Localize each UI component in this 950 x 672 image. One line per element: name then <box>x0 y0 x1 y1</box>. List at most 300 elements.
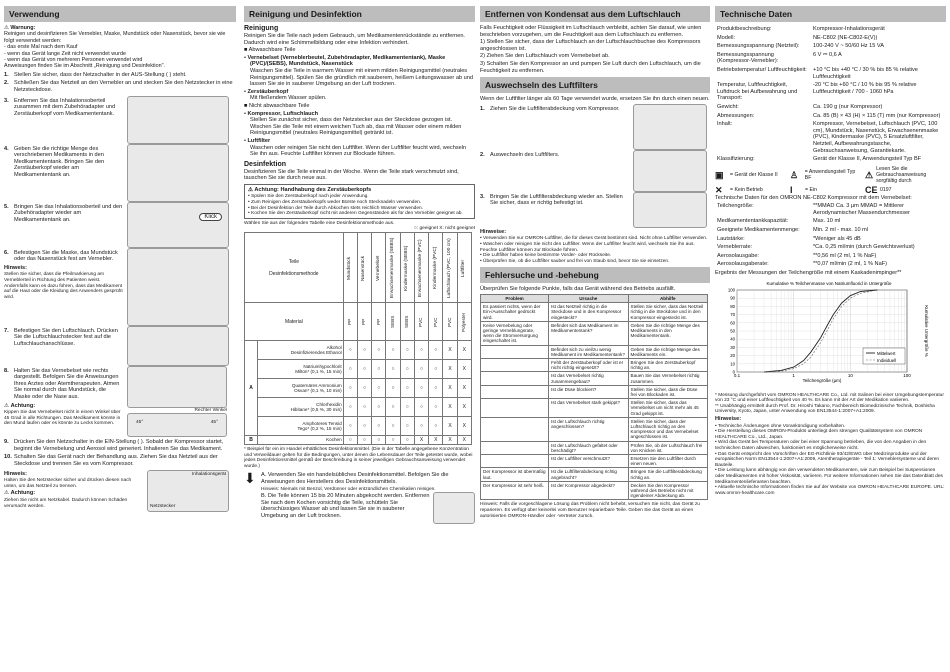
step-a-hint: Hinweis: Niemals mit Benzol, Verdünner oder entzündlichen Chemikalien reinigen. <box>261 486 436 492</box>
y-tick-label: 40 <box>730 336 735 342</box>
kondensat-text: Falls Feuchtigkeit oder Flüssigkeit im Luftschlauch verbleibt, achten Sie darauf, wie unten beschrieben vorzugehen, um die Feuchtigkeit aus dem Luftschlauch zu entfernen. <box>480 25 702 38</box>
table-cell: X <box>443 379 457 398</box>
table-row <box>481 454 708 467</box>
square-bullet-icon: ■ <box>244 102 248 109</box>
boiling-pot-illustration <box>433 492 475 524</box>
table-cell: ○ <box>400 379 414 398</box>
table-cell: ○ <box>372 398 386 417</box>
clean-bullet: • Kompressor, Luftschlauch Stellen Sie zunächst sicher, dass der Netzstecker aus der Steckdose gezogen ist. Wischen Sie die Teile mit einem weichen Tuch ab, das mit Wasser oder einem milden Reinigungsmittel (neutrales Reinigungsmittel) getränkt ist. <box>244 110 462 137</box>
footnote: * Messung durchgeführt vom OMRON HEALTHCARE Co., Ltd. mit Salinen bei einer Umgebungstemperatur von 23 °C und einer Luftfeuchtigkeit von 40 %. Es kann mit der Art der Medikation variieren. <box>715 392 944 404</box>
spec-row <box>715 112 946 121</box>
table-row <box>245 360 472 379</box>
hint2-text: Halten Sie den Netzstecker sicher und drücken diesen nach unten, um das Netzteil zu trennen. <box>4 478 132 489</box>
particle-size-chart <box>715 278 943 388</box>
table-cell: Der Kompressor ist übermäßig laut. <box>481 468 549 481</box>
classification-text: 0197 <box>880 186 892 193</box>
hints-list <box>715 424 946 497</box>
disinfection-table <box>244 232 472 445</box>
method-name: Kochen <box>258 436 344 445</box>
spec-table <box>715 25 946 164</box>
spec-row <box>715 260 946 269</box>
spec-label: Modell: <box>717 34 736 41</box>
spec-row <box>715 243 946 252</box>
caution-icon: ⚠ <box>4 402 10 409</box>
step-3: 3. Entfernen Sie das Inhalationsoberteil zusammen mit dem Zubehöradapter und Zerstäuberkopf vom Medikamententank. <box>4 97 116 117</box>
table-cell: X <box>457 436 471 445</box>
group-label: A <box>245 341 258 436</box>
spec-label: Aerosolausgaberate: <box>717 261 769 268</box>
table-cell: ○ <box>414 398 428 417</box>
unplug-illustration: Inhalationsgerät Netzstecker <box>147 470 229 512</box>
table-cell: Der Kompressor ist sehr heiß. <box>481 481 549 500</box>
table-header-row: Problem Ursache Abhilfe <box>481 294 708 302</box>
table-material: PVC <box>414 303 428 341</box>
spec-label: Temperatur, Luftfeuchtigkeit, Luftdruck bei Aufbewahrung und Transport: <box>717 82 798 102</box>
caution2-icon: ⚠ <box>4 490 10 497</box>
table-cell: Stellen Sie sicher, dass die Düse frei von Blockaden ist. <box>628 385 707 398</box>
table-cell: Ist der Luftfilter verschmutzt? <box>549 454 628 467</box>
table-cell <box>481 385 549 398</box>
table-cell <box>481 399 549 418</box>
section-heading: Technische Daten <box>715 6 946 22</box>
section-heading: Fehlersuche und -behebung <box>480 267 710 283</box>
spec-label: Klassifizierung: <box>717 156 755 163</box>
table-cell: Fehlt der Zerstäuberkopf oder ist er nicht richtig eingesetzt? <box>549 358 628 371</box>
table-cell: ○ <box>343 398 357 417</box>
spec-value: Kompressor-Inhalationsgerät <box>813 26 885 32</box>
table-col-header: Kindermaske (PVC) <box>429 233 443 303</box>
spec-label: Bemessungsspannung (Kompressor-Vernebler): <box>717 51 779 65</box>
table-cell: X <box>443 398 457 417</box>
reassembly-illustration <box>127 202 229 248</box>
method-name: Quaternäres Ammonium Osvan* (0,1 %, 10 min) <box>258 379 344 398</box>
table-footnote: * Beispiel für ein im Handel erhältliches Desinfektionsmittel. (Die in der Tabelle angegebene Konzentration und Verweildauer gelten für die Bedingungen, unter denen die Lebensdauer der Teile getestet wurde, wobei jedes Desinfektionsmittel gemäß der Beschreibung in seiner jeweiligen Gebrauchsanweisung verwendet wurde.) <box>244 447 473 469</box>
spec-label: Lautstärke: <box>717 235 745 242</box>
table-cell: ○ <box>372 417 386 436</box>
table-row <box>481 303 708 322</box>
table-col-header: Vernebelset <box>372 233 386 303</box>
step-7: 7. Befestigen Sie den Luftschlauch. Drücken Sie die Luftschlauchstecker fest auf die Luftschlauchanschlüsse. <box>4 327 118 347</box>
kondensat-step: 2) Ziehen Sie den Luftschlauch vom Vernebelset ab. <box>480 53 610 60</box>
filter-step-1: 1. Ziehen Sie die Luftfilterabdeckung vom Kompressor. <box>480 105 620 112</box>
table-cell: ○ <box>357 417 371 436</box>
mask-attach-illustration <box>127 248 229 326</box>
spec-row <box>715 42 946 51</box>
table-cell: ○ <box>357 360 371 379</box>
table-cell: ○ <box>386 398 400 417</box>
table-cell: Bringen Sie den Zerstäuberkopf richtig an. <box>628 358 707 371</box>
table-cell: Ist das Vernebelset richtig zusammengebaut? <box>549 372 628 385</box>
section-heading: Auswechseln des Luftfilters <box>480 77 710 93</box>
table-col-header: Luftfilter <box>457 233 471 303</box>
x-tick-label: 100 <box>903 372 911 378</box>
spec-value: Ca. 85 (B) × 43 (H) × 115 (T) mm (nur Kompressor) <box>813 112 941 119</box>
y-tick-label: 80 <box>730 303 735 309</box>
air-tube-illustration <box>127 326 229 366</box>
filter-step-3: 3. Bringen Sie die Luftfilterabdeckung wieder an. Stellen Sie sicher, dass er richtig befestigt ist. <box>480 193 623 207</box>
table-row <box>245 417 472 436</box>
warning-item: - wenn das Gerät lange Zeit nicht verwendet wurde <box>4 50 126 57</box>
spec-table-2 <box>715 202 946 269</box>
classification-item <box>865 184 937 195</box>
square-bullet-icon: ■ <box>244 47 248 54</box>
table-cell: X <box>457 341 471 360</box>
filter-text: Wenn der Luftfilter länger als 60 Tage verwendet wurde, ersetzen Sie ihn durch einen neuen. <box>480 96 710 103</box>
footnote: ** Unabhängig ermittelt durch Prof. Dr. Hiroshi Takano, Fachbereich Biomedizinische Technik, Doshisha University, Kyoto, Japan, unter Anwendung von EN13544-1:2007+A1:2009. <box>715 403 935 415</box>
method-name: Chlorhexidin Hibitane* (0,5 %, 30 min) <box>258 398 344 417</box>
classification-text: = Anwendungsteil Typ BF <box>804 168 856 181</box>
y-tick-label: 100 <box>727 287 735 293</box>
classification-text: Lesen Sie die Gebrauchsanweisung sorgfältig durch <box>876 165 927 184</box>
table-cell: ○ <box>429 341 443 360</box>
spec-value: -20 °C bis +60 °C / 10 % bis 95 % relative Luftfeuchtigkeit / 700 - 1060 hPa <box>813 82 917 95</box>
classification-text: = Kein Betrieb <box>730 186 763 193</box>
table-row <box>481 441 708 454</box>
classification-symbol-icon: CE <box>865 184 878 195</box>
nebulizer-disassembly-illustration <box>127 96 229 144</box>
table-col-header: Kindermaske (SEBS) <box>400 233 414 303</box>
step-a: A. Verwenden Sie ein handelsübliches Desinfektionsmittel. Befolgen Sie die Anweisungen des Herstellers des Desinfektionsmittels. <box>261 472 449 485</box>
table-cell <box>481 454 549 467</box>
classification-item <box>790 166 862 184</box>
hint-item: • Das Gerät entspricht den Vorschriften der EG-Richtlinie 93/42/EWG über Medizinprodukte und der europäischen Norm EN13544-1:2007+A1:2009, Atemtherapiegeräte - Teil 1: Verneblersysteme und deren Bauteile. <box>715 451 940 468</box>
table-cell <box>481 441 549 454</box>
spec-value: Gerät der Klasse II, Anwendungsteil Typ BF <box>813 156 922 163</box>
table-legend: ○: geeignet X: nicht geeignet <box>413 226 475 232</box>
table-material: Polyester <box>457 303 471 341</box>
table-row <box>481 372 708 385</box>
classification-symbol-icon: ♙ <box>790 169 799 180</box>
warning-icon: ⚠ <box>4 25 9 31</box>
hint-item: • Die Herstellung dieses OMRON-Produkts unterliegt dem strengen Qualitätssystem von OMRON HEALTHCARE Co., Ltd., Japan. <box>715 429 923 440</box>
unplug-row <box>4 470 236 512</box>
table-cell: ○ <box>400 398 414 417</box>
table-cell: Ist die Luftfilterabdeckung richtig angebracht? <box>549 468 628 481</box>
warning-item: Anweisungen finden Sie im Abschnitt „Reinigung und Desinfektion". <box>4 63 166 70</box>
table-cell: Stellen Sie sicher, dass das Vernebelset um nicht mehr als 45 Grad gekippt ist. <box>628 399 707 418</box>
table-cell: X <box>443 417 457 436</box>
table-material: SEBS <box>400 303 414 341</box>
y-tick-label: 30 <box>730 344 735 350</box>
group-label: B <box>245 436 258 445</box>
clean-bullet: • Zerstäuberkopf Mit fließendem Wasser spülen. <box>244 88 327 102</box>
step-5-row <box>4 202 236 248</box>
y-tick-label: 90 <box>730 295 735 301</box>
table-cell: X <box>457 398 471 417</box>
method-name: Alkohol Desinfizierendes Ethanol <box>258 341 344 360</box>
hint2-title: Hinweis: <box>4 470 28 477</box>
method-name: Natriumhypochlorit Milton* (0,1 %, 15 min) <box>258 360 344 379</box>
spec-label: Betriebstemperatur/ Luftfeuchtigkeit: <box>717 66 807 73</box>
table-cell: X <box>443 436 457 445</box>
table-cell: ○ <box>386 436 400 445</box>
spec-label: Verneblerrate: <box>717 244 753 251</box>
arrow-down-icon: ⬇ <box>244 470 256 487</box>
caution-icon: ⚠ <box>248 186 254 193</box>
table-cell: Stellen Sie sicher, dass das Netzteil richtig in die Steckdose und in den Kompressor eingesteckt ist. <box>628 303 707 322</box>
step-7-row <box>4 326 236 366</box>
medication-fill-illustration <box>127 144 229 202</box>
classification-item <box>715 166 787 184</box>
caution2-text: Ziehen Sie nicht am Netzkabel. Dadurch können Schäden verursacht werden. <box>4 497 128 509</box>
table-cell: ○ <box>357 436 371 445</box>
desinfektion-title: Desinfektion <box>244 160 287 168</box>
table-cell: Prüfen Sie, ob der Luftschlauch frei von Knicken ist. <box>628 441 707 454</box>
table-row <box>245 398 472 417</box>
spec-row <box>715 81 946 103</box>
legend-individual: Individuell <box>877 357 897 363</box>
table-cell: Geben Sie die richtige Menge des Medikaments ein. <box>628 345 707 358</box>
table-col-header: Luftschlauch (PVC, 100 cm) <box>443 233 457 303</box>
classification-icons <box>715 166 946 193</box>
spec-row <box>715 34 946 43</box>
table-row <box>481 345 708 358</box>
table-cell: Ist das Netzteil richtig in die Steckdose und in den Kompressor eingesteckt? <box>549 303 628 322</box>
table-cell: Bauen Sie das Vernebelset richtig zusammen. <box>628 372 707 385</box>
table-cell <box>481 345 549 358</box>
table-cell: ○ <box>414 417 428 436</box>
spec-value: 6 V ⎓ 0,6 A <box>813 51 842 58</box>
table-cell: X <box>443 341 457 360</box>
classification-symbol-icon: ✕ <box>715 184 723 195</box>
table-row <box>245 436 472 445</box>
step-2: 2. Schließen Sie das Netzteil an den Vernebler an und stecken Sie den Netzstecker in eine Netzsteckdose. <box>4 80 233 94</box>
chart-xlabel: Teilchengröße (µm) <box>802 377 842 383</box>
table-cell: ○ <box>372 436 386 445</box>
table-cell: ○ <box>429 398 443 417</box>
table-cell: Befindet sich zu viel/zu wenig Medikament im Medikamententank? <box>549 345 628 358</box>
hint-item: • Wird das Gerät bei Temperaturen oder bei einer Spannung betrieben, die von den Angaben in den technischen Daten abweichen, funktioniert es möglicherweise nicht. <box>715 440 927 451</box>
spec-row <box>715 120 946 155</box>
spec-value: Kompressor, Vernebelset, Luftschlauch (PVC, 100 cm), Mundstück, Nasenstück, Erwachsenenmaske (PVC), Kindermaske (PVC), 5 Ersatzluftfilter, Netzteil, Aufbewahrungstasche, Gebrauchsanweisung, Garantiekarte. <box>813 121 939 154</box>
spec-value: *Ca. 0,25 ml/min (durch Gewichtsverlust) <box>813 244 915 251</box>
clean-bullet: • Vernebelset (Verneblerbeutel, Zubehöradapter, Medikamententank), Maske (PVC)/(SEBS), Mundstück, Nasenstück Waschen Sie die Teile in warmem Wasser mit einem milden Reinigungsmittel (neutrales Reinigungsmittel). Spülen Sie die gründlich mit sauberem, heißem Leitungswasser ab und lassen Sie sie in sauberer Umgebung an der Luft trocknen. <box>244 54 473 88</box>
chart-title: Kumulative % Teilchenmasse von Natriumfluorid in Untergröße <box>766 280 892 286</box>
filter-cover-illustration <box>633 104 707 150</box>
column-reinigung: Reinigung und Desinfektion Reinigung Reinigen Sie die Teile nach jedem Gebrauch, um Medikamentenrückstände zu entfernen. Dadurch wird eine Schimmelbildung oder eine Infektion verhindert. ■ Abwaschbare Teile • Vernebelset (Verneblerbeutel, Zubehöradapter, Medikamententank), Maske (PVC)/(SEBS), Mundstück, Nasenstück Waschen Sie die Teile in warmem Wasser mit einem milden Reinigungsmittel (neutrales Reinigungsmittel). Spülen Sie die gründlich mit sauberem, heißem Leitungswasser ab und lassen Sie sie in sauberer Umgebung an der Luft trocknen. • Zerstäuberkopf Mit fließendem Wasser spülen. ■ Nicht abwaschbare Teile • Kompressor, Luftschlauch Stellen Sie zunächst sicher, dass der Netzstecker aus der Steckdose gezogen ist. Wischen Sie die Teile mit einem weichen Tuch ab, das mit Wasser oder einem milden Reinigungsmittel (neutrales Reinigungsmittel) getränkt ist. • Luftfilter Waschen oder reinigen Sie nicht den Luftfilter. Wenn der Luftfilter feucht wird, wechseln Sie ihn aus. Feuchte Luftfilter können zur Blockade führen. Desinfektion Desinfizieren Sie die Teile einmal in der Woche. Wenn die Teile stark verschmutzt sind, tauschen Sie sie durch neue aus. ⚠ Achtung: Handhabung des Zerstäuberkopfs • Spülen Sie den Zerstäuberkopf nach jeder Anwendung. • Zum Reinigen des Zerstäuberkopfs weder Bürste noch Stecknadeln verwenden. • Bei der Desinfektion der Teile durch Abkochen stets reichlich Wasser verwenden. • Kochen Sie den Zerstäuberkopf nicht mit anderen Gegenständen als für den Vernebler geeignet ab. Wählen Sie aus der folgenden Tabelle eine Desinfektionsmethode aus. ○: geeignet X: nicht geeignet Teile Desinfektionsmethode Mundstück Nasenstück Vernebelset Erwachsenenmaske (SEBS) Kindermaske (SEBS) Erwachsenenmaske (PVC) Kindermaske (PVC) Luftschlauch (PVC, 100 cm) Luftfilter Material PP PP PP SEBS SEBS PVC PVC PVC Polyester A Alkohol Desinfizierendes Ethanol ○ ○ ○ ○ ○ ○ ○ X X Natriumhypochlorit Milton* (0,1 %, 15 min) ○ ○ ○ ○ ○ ○ ○ X X Quaternäres Ammonium Osvan* (0,1 %, 10 min) ○ ○ ○ ○ ○ ○ ○ X X Chlorhexidin Hibitane* (0,5 %, 30 min) ○ ○ ○ ○ ○ ○ ○ X X Amphoteres Tensid Tego* (0,2 %, 15 min) ○ ○ ○ ○ ○ ○ ○ X X B Kochen ○ ○ ○ ○ ○ X X X X * Beispiel für ein im Handel erhältliches Desinfektionsmittel. (Die in der Tabelle angegebene Konzentration und Verweildauer gelten für die Bedingungen, unter denen die Lebensdauer der Teile getestet wurde, wobei jedes Desinfektionsmittel gemäß der Beschreibung in seiner jeweiligen Gebrauchsanweisung verwendet wurde.) ⬇ A. Verwenden Sie ein handelsübliches Desinfektionsmittel. Befolgen Sie die Anweisungen des Herstellers des Desinfektionsmittels. Hinweis: Niemals mit Benzol, Verdünner oder entzündlichen Chemikalien reinigen. B. Die Teile können 15 bis 20 Minuten abgekocht werden. Entfernen Sie nach dem Kochen vorsichtig die Teile, schütteln Sie überschüssiges Wasser ab und lassen Sie sie in sauberer Umgebung an der Luft trocknen. <box>244 6 475 666</box>
spec-value: **0,07 ml/min (2 ml, 1 % NaF) <box>813 261 887 268</box>
table-cell: X <box>457 379 471 398</box>
classification-symbol-icon: ▣ <box>715 169 724 180</box>
spec-value: 100-240 V ~ 50/60 Hz 15 VA <box>813 43 884 50</box>
table-cell: ○ <box>357 379 371 398</box>
spec-row <box>715 252 946 261</box>
reinigung-text: Reinigen Sie die Teile nach jedem Gebrauch, um Medikamentenrückstände zu entfernen. Dadurch wird eine Schimmelbildung oder eine Infektion verhindert. <box>244 33 465 46</box>
spec-label: Teilchengröße: <box>717 203 754 210</box>
warning-item: - wenn das Gerät von mehreren Personen verwendet wird <box>4 57 143 64</box>
table-col-header: Erwachsenenmaske (SEBS) <box>386 233 400 303</box>
table-cell: Ist das Vernebelset stark gekippt? <box>549 399 628 418</box>
chart-legend <box>863 348 905 364</box>
spec-row <box>715 66 946 81</box>
step-6-row <box>4 248 236 326</box>
table-row <box>481 417 708 441</box>
table-cell: Keine Vernebelung oder geringe Verneblungsrate, wenn die Stromversorgung eingeschaltet ist. <box>481 321 549 345</box>
spec-row <box>715 25 946 34</box>
classification-item <box>790 184 862 195</box>
table-cell: ○ <box>343 417 357 436</box>
table-cell <box>481 372 549 385</box>
table-cell: ○ <box>372 341 386 360</box>
reinigung-title: Reinigung <box>244 25 279 32</box>
step-4-row <box>4 144 236 202</box>
classification-text: = Gerät der Klasse II <box>730 171 778 178</box>
angle-illustration: 45° 45° <box>127 413 227 437</box>
hint-title: Hinweis: <box>4 264 28 271</box>
table-col-header: Nasenstück <box>357 233 371 303</box>
table-material: SEBS <box>386 303 400 341</box>
spec-row <box>715 155 946 164</box>
section-heading: Reinigung und Desinfektion <box>244 6 475 22</box>
y-tick-label: 0 <box>732 369 735 375</box>
classification-symbol-icon: ⚠ <box>865 169 874 180</box>
classification-item <box>715 184 787 195</box>
table-cell: ○ <box>343 379 357 398</box>
chart-ylabel: Kumulative Untergröße % <box>924 304 929 357</box>
spec-row <box>715 217 946 226</box>
spec-value: **0,56 ml (2 ml, 1 % NaF) <box>813 252 877 259</box>
spec-label: Abmessungen: <box>717 112 755 119</box>
spec-value: +10 °C bis +40 °C / 30 % bis 85 % relative Luftfeuchtigkeit <box>813 66 918 80</box>
hint-text: Stellen Sie sicher, dass die Pfeilmarkierung am Verneblerteil in Richtung des Patienten weist. Andernfalls kann es dazu führen, dass das Medikament auf die Haut oder die Kleidung des Anwenders gesprüht wird. <box>4 272 123 300</box>
spec-value: Min. 2 ml - max. 10 ml <box>813 227 869 234</box>
table-col-header: Mundstück <box>343 233 357 303</box>
warning-item: - das erste Mal nach dem Kauf <box>4 44 78 51</box>
step-3-row <box>4 96 236 144</box>
step-6: 6. Befestigen Sie die Maske, das Mundstück oder das Nasenstück fest am Vernebler. <box>4 249 118 263</box>
caution2-title: Achtung: <box>10 490 36 497</box>
table-material: PP <box>357 303 371 341</box>
table-row <box>245 379 472 398</box>
section-heading: Verwendung <box>4 6 236 22</box>
filter-replace-illustration <box>633 150 707 192</box>
hint-item: • Aktuelle technische Informationen finden Sie auf der Website von OMRON HEALTHCARE EUROPE. URL: www.omron-healthcare.com <box>715 485 945 496</box>
kondensat-step: 3) Schalten Sie den Kompressor an und pumpen Sie Luft durch den Luftschlauch, um die Feuchtigkeit zu entfernen. <box>480 60 701 74</box>
kondensat-step: 1) Stellen Sie sicher, dass der Luftschlauch an der Luftschlauchbuchse des Kompressors angeschlossen ist. <box>480 39 701 52</box>
y-tick-label: 10 <box>730 360 735 366</box>
table-cell: ○ <box>386 379 400 398</box>
x-tick-label: 0.1 <box>733 372 741 378</box>
holding-illustration <box>127 366 227 408</box>
table-row <box>481 399 708 418</box>
spec-row <box>715 235 946 244</box>
warning-text: Reinigen und desinfizieren Sie Vernebler, Maske, Mundstück oder Nasenstück, bevor sie wie folgt verwendet werden: <box>4 31 226 44</box>
spec-value: **MMAD Ca. 3 µm MMAD = Mittlerer Aerodynamischer Massendurchmesser <box>813 203 910 216</box>
table-intro: Wählen Sie aus der folgenden Tabelle eine Desinfektionsmethode aus. <box>244 220 395 226</box>
column-verwendung <box>4 6 236 666</box>
table-cell: ○ <box>400 436 414 445</box>
step-9: 9. Drücken Sie den Netzschalter in die EIN-Stellung ( ). Sobald der Kompressor startet, beginnt die Vernebelung und Aerosol wird generiert. Inhalieren Sie das Medikament. <box>4 439 224 452</box>
column-technische-daten <box>715 6 946 666</box>
table-cell: ○ <box>357 341 371 360</box>
step-8-row <box>4 366 236 438</box>
y-tick-label: 60 <box>730 319 735 325</box>
table-cell: ○ <box>414 341 428 360</box>
desinfektion-text: Desinfizieren Sie die Teile einmal in der Woche. Wenn die Teile stark verschmutzt sind, tauschen Sie sie durch neue aus. <box>244 168 459 182</box>
klick-label: Klick <box>199 213 222 221</box>
table-cell <box>481 417 549 441</box>
spec-row <box>715 51 946 66</box>
table-cell: ○ <box>429 417 443 436</box>
method-name: Amphoteres Tensid Tego* (0,2 %, 15 min) <box>258 417 344 436</box>
table-cell: ○ <box>343 341 357 360</box>
table-cell: X <box>457 417 471 436</box>
spec-label: Aerosolausgabe: <box>717 252 759 259</box>
table-material: PP <box>343 303 357 341</box>
table-cell: Geben Sie die richtige Menge des Medikaments in den Medikamententank. <box>628 321 707 345</box>
y-tick-label: 70 <box>730 311 735 317</box>
table-cell: ○ <box>414 379 428 398</box>
x-tick-label: 1 <box>792 372 795 378</box>
hint-item: • Die Leistung kann abhängig von den verwendeten Medikamenten, wie zum Beispiel bei Suspensionen oder Medikamenten mit hoher Viskosität, variieren. Für weitere Informationen sehen Sie das Datenblatt des Medikamentenlieferanten beachten. <box>715 468 943 485</box>
table-material: PVC <box>443 303 457 341</box>
spec-label: Produktbeschreibung: <box>717 26 772 32</box>
table-cell: Ist der Luftschlauch richtig angeschlossen? <box>549 417 628 441</box>
spec-row <box>715 202 946 217</box>
column-kondensat: Entfernen von Kondensat aus dem Luftschlauch Falls Feuchtigkeit oder Flüssigkeit im Luftschlauch verbleibt, achten Sie darauf, wie unten beschrieben vorzugehen, um die Feuchtigkeit aus dem Luftschlauch zu entfernen. 1) Stellen Sie sicher, dass der Luftschlauch an der Luftschlauchbuchse des Kompressors angeschlossen ist. 2) Ziehen Sie den Luftschlauch vom Vernebelset ab. 3) Schalten Sie den Kompressor an und pumpen Sie Luft durch den Luftschlauch, um die Feuchtigkeit zu entfernen. Auswechseln des Luftfilters Wenn der Luftfilter länger als 60 Tage verwendet wurde, ersetzen Sie ihn durch einen neuen. 1. Ziehen Sie die Luftfilterabdeckung vom Kompressor. 2. Auswechseln des Luftfilters. 3. Bringen Sie die Luftfilterabdeckung wieder an. Stellen Sie sicher, dass er richtig befestigt ist. Hinweise: • Verwenden Sie nur OMRON-Luftfilter, die für dieses Gerät bestimmt sind. Nicht ohne Luftfilter verwenden. • Waschen oder reinigen Sie nicht den Luftfilter. Wenn der Luftfilter feucht wird, wechseln Sie ihn aus. Feuchte Luftfilter können zur Blockade führen. • Die Luftfilter haben keine bestimmte Vorder- oder Rückseite. • Überprüfen Sie, ob die Luftfilter sauber und frei von Staub sind, bevor Sie sie einsetzen. Fehlersuche und -behebung Überprüfen Sie folgende Punkte, falls das Gerät während des Betriebs ausfällt. Problem Ursache Abhilfe Es passiert nichts, wenn der Ein-/Ausschalter gedrückt wird. Ist das Netzteil richtig in die Steckdose und in den Kompressor eingesteckt? Stellen Sie sicher, dass das Netzteil richtig in die Steckdose und in den Kompressor eingesteckt ist. Keine Vernebelung oder geringe Verneblungsrate, wenn die Stromversorgung eingeschaltet ist. Befindet sich das Medikament im Medikamententank? Geben Sie die richtige Menge des Medikaments in den Medikamententank. Befindet sich zu viel/zu wenig Medikament im Medikamententank? Geben Sie die richtige Menge des Medikaments ein. Fehlt der Zerstäuberkopf oder ist er nicht richtig eingesetzt? Bringen Sie den Zerstäuberkopf richtig an. Ist das Vernebelset richtig zusammengebaut? Bauen Sie das Vernebelset richtig zusammen. Ist die Düse blockiert? Stellen Sie sicher, dass die Düse frei von Blockaden ist. Ist das Vernebelset stark gekippt? Stellen Sie sicher, dass das Vernebelset um nicht mehr als 45 Grad gekippt ist. Ist der Luftschlauch richtig angeschlossen? Stellen Sie sicher, dass der Luftschlauch richtig an den Kompressor und das Vernebelset angeschlossen ist. Ist der Luftschlauch gefaltet oder beschädigt? Prüfen Sie, ob der Luftschlauch frei von Knicken ist. Ist der Luftfilter verschmutzt? Ersetzen Sie den Luftfilter durch einen neuen. Der Kompressor ist übermäßig laut. Ist die Luftfilterabdeckung richtig angebracht? Bringen Sie die Luftfilterabdeckung richtig an. Der Kompressor ist sehr heiß. Ist der Kompressor abgedeckt? Decken Sie den Kompressor während des Betriebs nicht mit irgendeiner Abdeckung ab. Hinweis: Falls die vorgeschlagene Lösung das Problem nicht behebt, versuchen Sie nicht, das Gerät zu reparieren. Es verfügt über keinerlei vom Benutzer reparierbare Teile. Geben Sie das Gerät an einen autorisierten OMRON-Händler oder -Vertreter zurück. <box>480 6 710 666</box>
caution-text: Kippen Sie das Vernebelset nicht in einem Winkel über 45 Grad in alle Richtungen. Das Medikament könnte in den Mund laufen oder es könnte zu Lecks kommen. <box>4 410 121 427</box>
table-material: PVC <box>429 303 443 341</box>
step-10: 10. Schalten Sie das Gerät nach der Behandlung aus. Ziehen Sie das Netzteil aus der Steckdose und trennen Sie es vom Kompressor. <box>4 454 218 467</box>
table-row <box>481 358 708 371</box>
table-cell: ○ <box>343 360 357 379</box>
table-cell: ○ <box>372 360 386 379</box>
table-row <box>481 321 708 345</box>
spec-row <box>715 103 946 112</box>
caution-title: Achtung: <box>10 402 36 409</box>
table-col-header: Erwachsenenmaske (PVC) <box>414 233 428 303</box>
table-cell: Ist der Luftschlauch gefaltet oder beschädigt? <box>549 441 628 454</box>
table-row <box>245 341 472 360</box>
clean-bullet: • Luftfilter Waschen oder reinigen Sie nicht den Luftfilter. Wenn der Luftfilter feucht wird, wechseln Sie ihn aus. Feuchte Luftfilter können zur Blockade führen. <box>244 137 467 158</box>
section-heading: Entfernen von Kondensat aus dem Luftschlauch <box>480 6 710 22</box>
table-cell: Ist der Kompressor abgedeckt? <box>549 481 628 500</box>
table-cell: ○ <box>372 379 386 398</box>
spec-value: Max. 10 ml <box>813 218 841 225</box>
table-cell: X <box>457 360 471 379</box>
table-cell: ○ <box>386 341 400 360</box>
step-5: 5. Bringen Sie das Inhalationsoberteil und den Zubehöradapter wieder am Medikamententank an. <box>4 203 123 223</box>
spec-label: Geeignete Medikamentenmenge: <box>717 227 800 234</box>
spec-label: Inhalt: <box>717 121 733 128</box>
table-cell: ○ <box>429 379 443 398</box>
filter-step-2: 2. Auswechseln des Luftfilters. <box>480 151 560 158</box>
classification-symbol-icon: I <box>790 184 793 195</box>
step-1: 1. Stellen Sie sicher, dass der Netzschalter in der AUS-Stellung ( ) steht. <box>4 71 187 78</box>
angle-label: Rechter Winkel <box>194 407 227 413</box>
result-text: Ergebnis der Messungen der Teilchengröße mit einem Kaskadenimpinger** <box>715 270 902 277</box>
table-cell: Stellen Sie sicher, dass der Luftschlauch richtig an den Kompressor und das Vernebelset angeschlossen ist. <box>628 417 707 441</box>
warning-title: Warnung: <box>10 25 36 31</box>
fehler-footer: Hinweis: Falls die vorgeschlagene Lösung das Problem nicht behebt, versuchen Sie nicht, das Gerät zu reparieren. Es verfügt über keinerlei vom Benutzer reparierbare Teile. Geben Sie das Gerät an einen autorisierten OMRON-Händler oder -Vertreter zurück. <box>480 502 700 519</box>
table-cell: X <box>414 436 428 445</box>
table-cell: X <box>443 360 457 379</box>
table-cell: ○ <box>414 360 428 379</box>
omron-text: Technische Daten für den OMRON NE-C802 Kompressor mit dem Vernebelset: <box>715 194 912 201</box>
troubleshooting-table <box>480 294 708 501</box>
table-cell: Ist die Düse blockiert? <box>549 385 628 398</box>
classification-text: = Ein <box>805 186 817 193</box>
spec-label: Medikamententankkapazität: <box>717 218 789 225</box>
table-row <box>481 468 708 481</box>
table-cell: Bringen Sie die Luftfilterabdeckung richtig an. <box>628 468 707 481</box>
fehler-text: Überprüfen Sie folgende Punkte, falls das Gerät während des Betriebs ausfällt. <box>480 286 676 293</box>
achtung-box: ⚠ Achtung: Handhabung des Zerstäuberkopfs • Spülen Sie den Zerstäuberkopf nach jeder Anwendung. • Zum Reinigen des Zerstäuberkopfs weder Bürste noch Stecknadeln verwenden. • Bei der Desinfektion der Teile durch Abkochen stets reichlich Wasser verwenden. • Kochen Sie den Zerstäuberkopf nicht mit anderen Gegenständen als für den Vernebler geeignet ab. <box>244 184 475 219</box>
filter-attach-illustration <box>633 192 707 228</box>
spec-value: Ca. 190 g (nur Kompressor) <box>813 103 883 110</box>
table-cell: ○ <box>429 360 443 379</box>
step-b: B. Die Teile können 15 bis 20 Minuten abgekocht werden. Entfernen Sie nach dem Kochen vorsichtig die Teile, schütteln Sie überschüssiges Wasser ab und lassen Sie sie in sauberer Umgebung an der Luft trocknen. <box>261 493 430 519</box>
